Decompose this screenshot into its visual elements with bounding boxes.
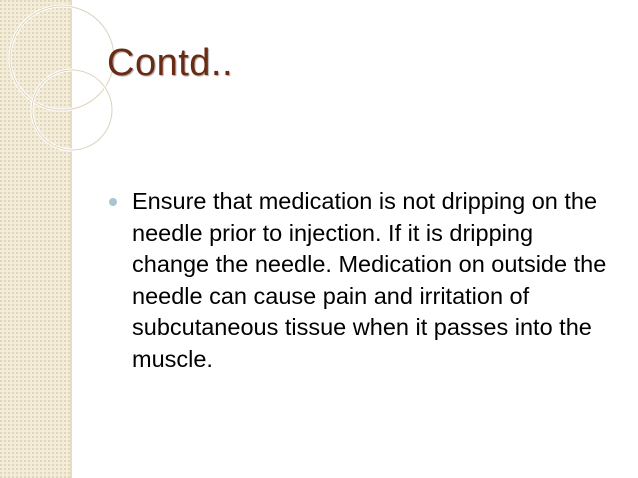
bullet-item bbox=[108, 186, 608, 375]
slide-title: Contd.. bbox=[107, 42, 234, 84]
slide-content bbox=[108, 186, 608, 375]
decorative-ring-large bbox=[10, 6, 114, 110]
decorative-rings bbox=[0, 0, 140, 200]
bullet-icon bbox=[109, 198, 117, 206]
bullet-text: Ensure that medication is not dripping on the needle prior to injection. If it is dripping change the needle. Medication on outside the needle can cause pain and irritation of subcutaneous tissue when it passes into the muscle. bbox=[132, 188, 607, 372]
